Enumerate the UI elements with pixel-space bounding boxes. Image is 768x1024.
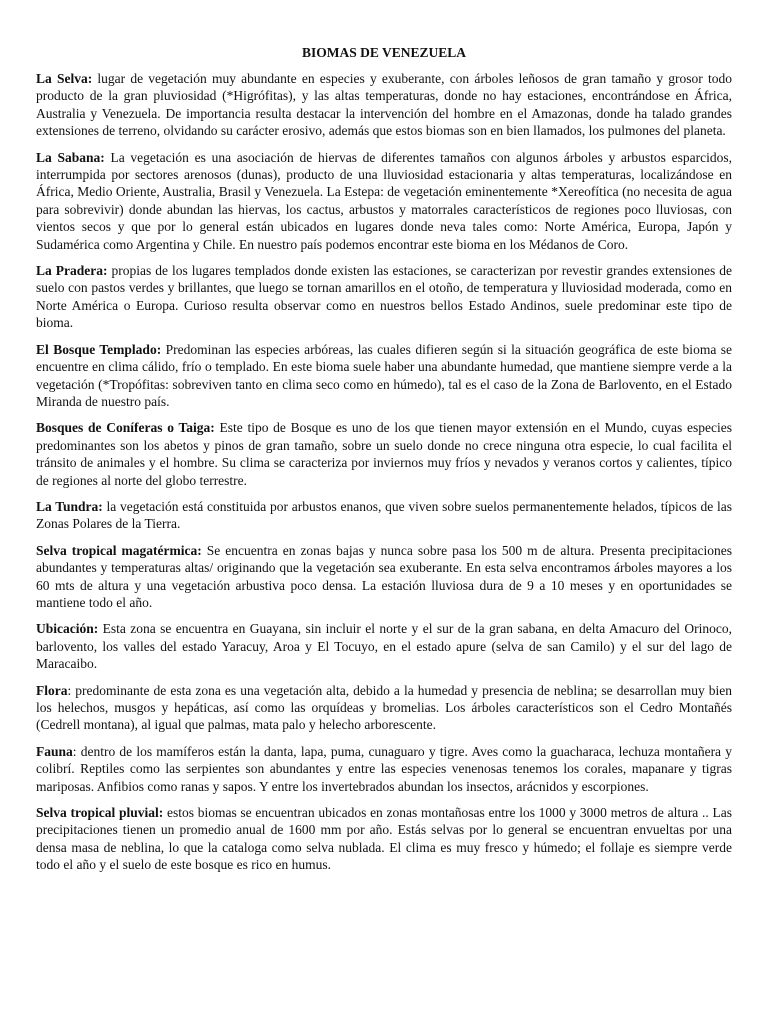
section-la-tundra [36,498,732,533]
section-text: propias de los lugares templados donde existen las estaciones, se caracterizan por revestir grandes extensiones de suelo con pastos verdes y brillantes, que luego se tornan amarillos en el otoño, de temperatura y lluviosidad moderada, como en Norte América o Europa. Curioso resulta observar como en nuestros bellos Estado Andinos, suele predominar este tipo de bioma. [36,263,732,331]
page-title: BIOMAS DE VENEZUELA [301,45,467,60]
section-fauna [36,743,732,795]
section-text: estos biomas se encuentran ubicados en zonas montañosas entre los 1000 y 3000 metros de altura .. Las precipitaciones tienen un promedio anual de 1600 mm por año. Estás selvas por lo general se encuentran envueltas por una densa masa de neblina, lo que la cataloga como selva nublada. El clima es muy fresco y húmedo; el follaje es siempre verde todo el año y el suelo de este bosque es rico en humus. [36,805,733,873]
section-bosque-templado [36,341,732,411]
section-term: La Tundra: [36,498,103,514]
section-text: la vegetación está constituida por arbustos enanos, que viven sobre suelos permanentemente helados, típicos de las Zonas Polares de la Tierra. [36,498,732,532]
section-term: Selva tropical pluvial: [36,805,164,821]
section-text: Este tipo de Bosque es uno de los que tienen mayor extensión en el Mundo, cuyas especies predominantes son los abetos y pinos de gran tamaño, sobre un suelo donde no crece ninguna otra especie, lo cual facilita el tránsito de animales y el hombre. Su clima se caracteriza por inviernos muy fríos y nevados y veranos cortos y calientes, típico de regiones al norte del globo terrestre. [36,420,733,488]
section-text: Esta zona se encuentra en Guayana, sin incluir el norte y el sur de la gran sabana, en delta Amacuro del Orinoco, barlovento, los valles del estado Yaracuy, Aroa y El Tocuyo, en el estado apure (selva de san Camilo) y el sur del lago de Maracaibo. [36,621,732,672]
section-term: Ubicación: [36,621,99,637]
section-text: : dentro de los mamíferos están la danta, lapa, puma, cunaguaro y tigre. Aves como la guacharaca, lechuza montañera y colibrí. Reptiles como las serpientes son abundantes y entre las especies venenosas tenemos los corales, mapanare y tigras mariposas. Anfibios como ranas y sapos. Y entre los invertebrados abundan los insectos, arácnidos y escorpiones. [36,743,732,794]
section-term: El Bosque Templado: [36,341,162,357]
section-selva-pluvial [36,804,732,874]
section-text: lugar de vegetación muy abundante en especies y exuberante, con árboles leñosos de gran tamaño y grosor todo producto de la gran pluviosidad (*Higrófitas), y las altas temperaturas, donde no hay estaciones, encontrándose en África, Australia y Venezuela. De importancia resulta destacar la intervención del hombre en el Amazonas, donde ha talado grandes extensiones de terreno, olvidando su carácter erosivo, además que estos biomas son en bien llamados, los pulmones del planeta. [36,71,732,139]
section-selva-magatermica [36,542,732,612]
section-term: La Pradera: [36,263,108,279]
section-term: Selva tropical magatérmica: [36,542,202,558]
section-term: Fauna [36,743,73,759]
section-text: Predominan las especies arbóreas, las cuales difieren según si la situación geográfica de este bioma se encuentre en clima cálido, frío o templado. En este bioma suele haber una abundante humedad, que mantiene siempre verde a la vegetación (*Tropófitas: sobreviven tanto en clima seco como en húmedo), tal es el caso de la Zona de Barlovento, en el Estado Miranda de nuestro país. [36,341,732,409]
section-text: La vegetación es una asociación de hiervas de diferentes tamaños con algunos árboles y arbustos esparcidos, interrumpida por sectores arenosos (dunas), producto de una lluviosidad estacionaria y altas temperaturas, localizándose en África, Medio Oriente, Australia, Brasil y Venezuela. La Estepa: de vegetación eminentemente *Xereofítica (no necesita de agua para sobrevivir) donde abundan las hiervas, los cactus, arbustos y matorrales característicos de regiones poco lluviosas, con vientos secos y que por lo general están ubicados en lugares donde neva tales como: Norte América, Europa, Japón y Sudamérica como Argentina y Chile. En nuestro país podemos encontrar este bioma en los Médanos de Coro. [36,149,732,252]
section-ubicacion [36,620,732,672]
section-coniferas-taiga [36,419,732,489]
section-text: : predominante de esta zona es una vegetación alta, debido a la humedad y presencia de neblina; se desarrollan muy bien los helechos, musgos y hepáticas, así como las orquídeas y bromelias. Los árboles característicos son el Cedro Montañés (Cedrell montana), al igual que palmas, mata palo y helecho arborescente. [36,682,732,733]
section-term: La Selva: [36,71,93,86]
section-term: Flora [36,682,68,698]
section-term: Bosques de Coníferas o Taiga: [36,420,215,436]
section-term: La Sabana: [36,149,105,165]
section-la-pradera [36,262,732,332]
section-la-sabana [36,149,732,253]
section-flora [36,682,732,734]
section-text: Se encuentra en zonas bajas y nunca sobre pasa los 500 m de altura. Presenta precipitaciones abundantes y temperaturas altas/ originando que la vegetación sea exuberante. En esta selva encontramos árboles mayores a los 60 mts de altura y una vegetación arbustiva poco densa. La estación lluviosa dura de 9 a 10 meses y en oportunidades se mantiene todo el año. [36,542,732,610]
section-la-selva [36,70,732,140]
